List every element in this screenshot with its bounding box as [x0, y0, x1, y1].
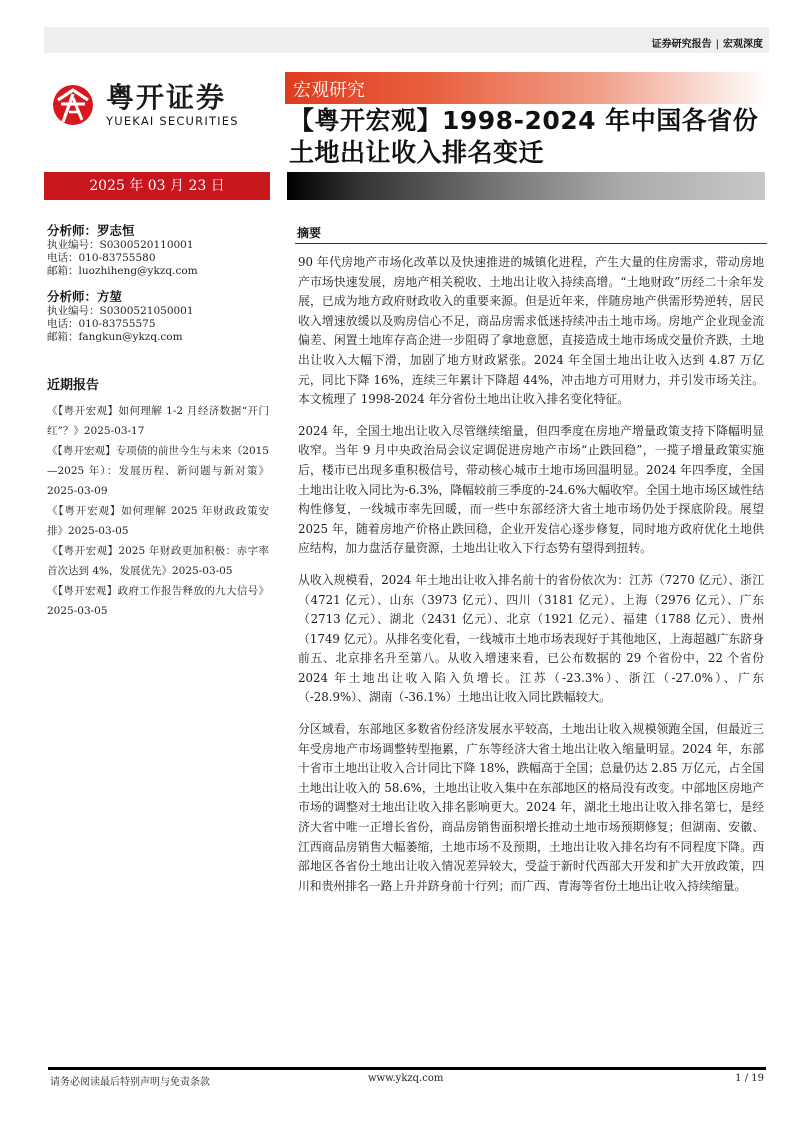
footer-website[interactable]: www.ykzq.com: [368, 1073, 444, 1084]
category-banner: [285, 72, 769, 104]
recent-report-link[interactable]: 《【粤开宏观】政府工作报告释放的九大信号》2025-03-05: [47, 585, 269, 617]
analyst-info: [47, 222, 272, 354]
analyst-name: 分析师：罗志恒: [47, 223, 135, 238]
recent-reports-heading: 近期报告: [47, 378, 100, 393]
recent-report-link[interactable]: 《【粤开宏观】2025 年财政更加积极：赤字率首次达到 4%，发展优先》2025-03-05: [47, 545, 269, 577]
decorative-gradient-bar: [287, 172, 765, 200]
analyst-license: 执业编号：S0300521050001: [47, 305, 194, 317]
recent-report-link[interactable]: 《【粤开宏观】专项债的前世今生与未来（2015—2025 年）：发展历程、新问题与新对策》2025-03-09: [47, 445, 269, 497]
analyst-card: [47, 222, 272, 278]
summary-paragraph: 从收入规模看，2024 年土地出让收入排名前十的省份依次为：江苏（7270 亿元）、浙江（4721 亿元）、山东（3973 亿元）、四川（3181 亿元）、上海（2976 亿元）、广东（2713 亿元）、湖北（2431 亿元）、北京（1921 亿元）、福建（1788 亿元）、贵州（1749 亿元）。从排名变化看，一线城市土地市场表现好于其他地区，上海超越广东跻身前五、北京排名升至第八。从收入增速来看，已公布数据的 29 个省份中，22 个省份 2024 年土地出让收入陷入负增长。江苏（-23.3%）、浙江（-27.0%）、广东（-28.9%）、湖南（-36.1%）土地出让收入同比跌幅较大。: [298, 572, 764, 705]
summary-paragraph: 分区域看，东部地区多数省份经济发展水平较高，土地出让收入规模领跑全国，但最近三年受房地产市场调整转型拖累，广东等经济大省土地出让收入缩量明显。2024 年，东部十省市土地出让收入合计同比下降 18%，跌幅高于全国；总量仍达 2.85 万亿元，占全国土地出让收入的 58.6%，土地出让收入集中在东部地区的格局没有改变。中部地区房地产市场的调整对土地出让收入排名影响更大。2024 年，湖北土地出让收入排名第七，是经济大省中唯一正增长省份，商品房销售面积增长推动土地市场预期修复；但湖南、安徽、江西商品房销售大幅萎缩，土地市场不及预期，土地出让收入排名均有不同程度下降。西部地区各省份土地出让收入情况差异较大，受益于新时代西部大开发和扩大开放政策，四川和贵州排名一路上升并跻身前十行列；而广西、青海等省份土地出让收入持续缩量。: [298, 722, 764, 893]
date-banner: [44, 172, 270, 200]
summary-divider: [295, 243, 767, 244]
recent-reports: [47, 377, 269, 621]
analyst-email[interactable]: 邮箱：fangkun@ykzq.com: [47, 331, 183, 343]
summary-body: [298, 253, 764, 908]
header-bar: [44, 27, 769, 53]
analyst-name: 分析师：方堃: [47, 289, 123, 304]
yuekai-emblem-icon: [52, 84, 94, 126]
footer-disclaimer[interactable]: 请务必阅读最后特别声明与免责条款: [50, 1077, 210, 1088]
analyst-email[interactable]: 邮箱：luozhiheng@ykzq.com: [47, 265, 198, 277]
company-name-en: YUEKAI SECURITIES: [106, 114, 239, 128]
report-title: 【粤开宏观】1998-2024 年中国各省份土地出让收入排名变迁: [289, 106, 759, 167]
summary-heading: 摘要: [297, 226, 322, 240]
recent-report-link[interactable]: 《【粤开宏观】如何理解 2025 年财政政策安排》2025-03-05: [47, 505, 269, 537]
summary-paragraph: 90 年代房地产市场化改革以及快速推进的城镇化进程，产生大量的住房需求，带动房地产市场快速发展，房地产相关税收、土地出让收入持续高增。“土地财政”历经二十余年发展，已成为地方政府财政收入的重要来源。但是近年来，伴随房地产供需形势逆转，居民收入增速放缓以及购房信心不足，商品房需求低迷持续冲击土地市场。房地产企业现金流偏差、闲置土地库存高企进一步阻碍了拿地意愿，直接造成土地市场成交量价齐跌，土地出让收入大幅下滑，加剧了地方财政紧张。2024 年全国土地出让收入达到 4.87 万亿元，同比下降 16%，连续三年累计下降超 44%，冲击地方可用财力，并引发市场关注。本文梳理了 1998-2024 年分省份土地出让收入排名变化特征。: [298, 255, 764, 407]
report-type-label: [652, 35, 763, 50]
company-logo: [48, 82, 273, 132]
category-label: 宏观研究: [293, 80, 365, 101]
recent-report-link[interactable]: 《【粤开宏观】如何理解 1-2 月经济数据“开门红”？》2025-03-17: [47, 405, 269, 437]
analyst-phone: 电话：010-83755575: [47, 318, 156, 330]
report-subtype: 宏观深度: [723, 39, 763, 50]
analyst-license: 执业编号：S0300520110001: [47, 239, 194, 251]
analyst-phone: 电话：010-83755580: [47, 252, 156, 264]
company-name-cn: 粤开证券: [106, 81, 227, 114]
report-date: 2025 年 03 月 23 日: [89, 178, 225, 194]
separator: |: [715, 39, 719, 50]
footer-divider: [48, 1067, 766, 1070]
report-type: 证券研究报告: [651, 39, 712, 50]
page-number: 1 / 19: [735, 1073, 764, 1084]
analyst-card: [47, 288, 272, 344]
summary-paragraph: 2024 年，全国土地出让收入尽管继续缩量，但四季度在房地产增量政策支持下降幅明显收窄。当年 9 月中央政治局会议定调促进房地产市场“止跌回稳”，一揽子增量政策实施后，楼市已出现多重积极信号，带动核心城市土地市场回温明显。2024 年四季度，全国土地出让收入同比为-6.3%，降幅较前三季度的-24.6%大幅收窄。全国土地市场区域性结构性修复，一线城市率先回暖，而一些中东部经济大省土地市场仍处于探底阶段。展望 2025 年，随着房地产价格止跌回稳，企业开发信心逐步修复，同时地方政府优化土地供应结构，加力盘活存量资源，土地出让收入下行态势有望得到扭转。: [298, 423, 764, 556]
